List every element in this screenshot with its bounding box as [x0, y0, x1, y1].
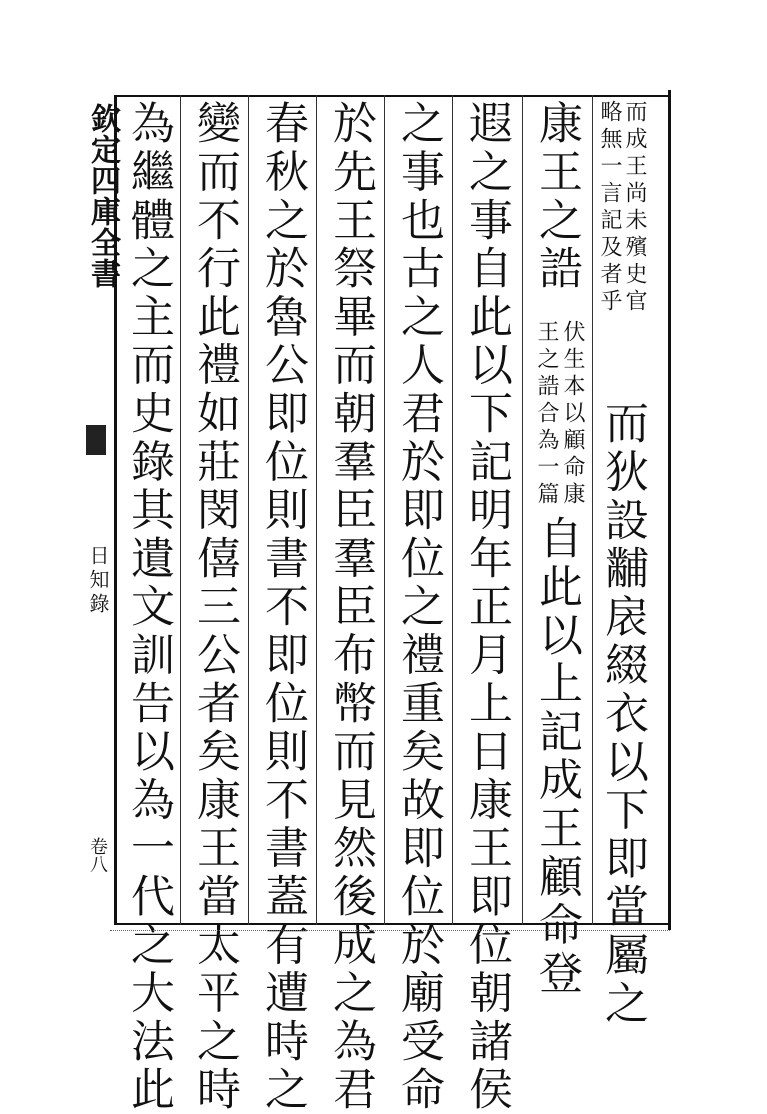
column-rule: [384, 95, 385, 925]
column-rule: [248, 95, 249, 925]
text-column: 為繼體之主而史錄其遺文訓告以為一代之大法此: [123, 100, 174, 1114]
column-rule: [180, 95, 181, 925]
text-column-tail: 自此以上記成王顧命登: [531, 515, 582, 998]
fish-tail-mark-icon: [86, 425, 106, 455]
text-column: 於先王祭畢而朝羣臣羣臣布幣而見然後成之為君: [325, 100, 376, 1114]
inline-note-1: 伏生本以顧命康: [560, 320, 585, 509]
book-title: 日知錄: [86, 545, 110, 617]
column-rule: [522, 95, 523, 925]
inline-note-2: 王之誥合為一篇: [534, 320, 559, 509]
column-rule: [316, 95, 317, 925]
bottom-margin-marks: [110, 930, 670, 939]
text-column-note-2: 略無一言記及者乎: [597, 100, 622, 316]
text-column-note-1: 而成王尚未殯史官: [622, 100, 647, 316]
text-column: 而狄設黼扆綴衣以下即當屬之: [597, 400, 648, 1028]
collection-title: 欽定四庫全書: [85, 103, 120, 289]
page-edge-gutter: [80, 95, 120, 925]
text-column: 之事也古之人君於即位之禮重矣故即位於廟受命: [393, 100, 444, 1114]
page-frame-right-border: [668, 90, 671, 930]
text-column: 遐之事自此以下記明年正月上日康王即位朝諸侯: [461, 100, 512, 1114]
text-column: 變而不行此禮如莊閔僖三公者矣康王當太平之時: [189, 100, 240, 1114]
column-rule: [592, 95, 593, 925]
column-rule: [452, 95, 453, 925]
text-column: 春秋之於魯公即位則書不即位則不書蓋有遭時之: [257, 100, 308, 1114]
text-column-heading: 康王之誥: [531, 100, 582, 294]
juan-number: 卷八: [87, 837, 108, 873]
